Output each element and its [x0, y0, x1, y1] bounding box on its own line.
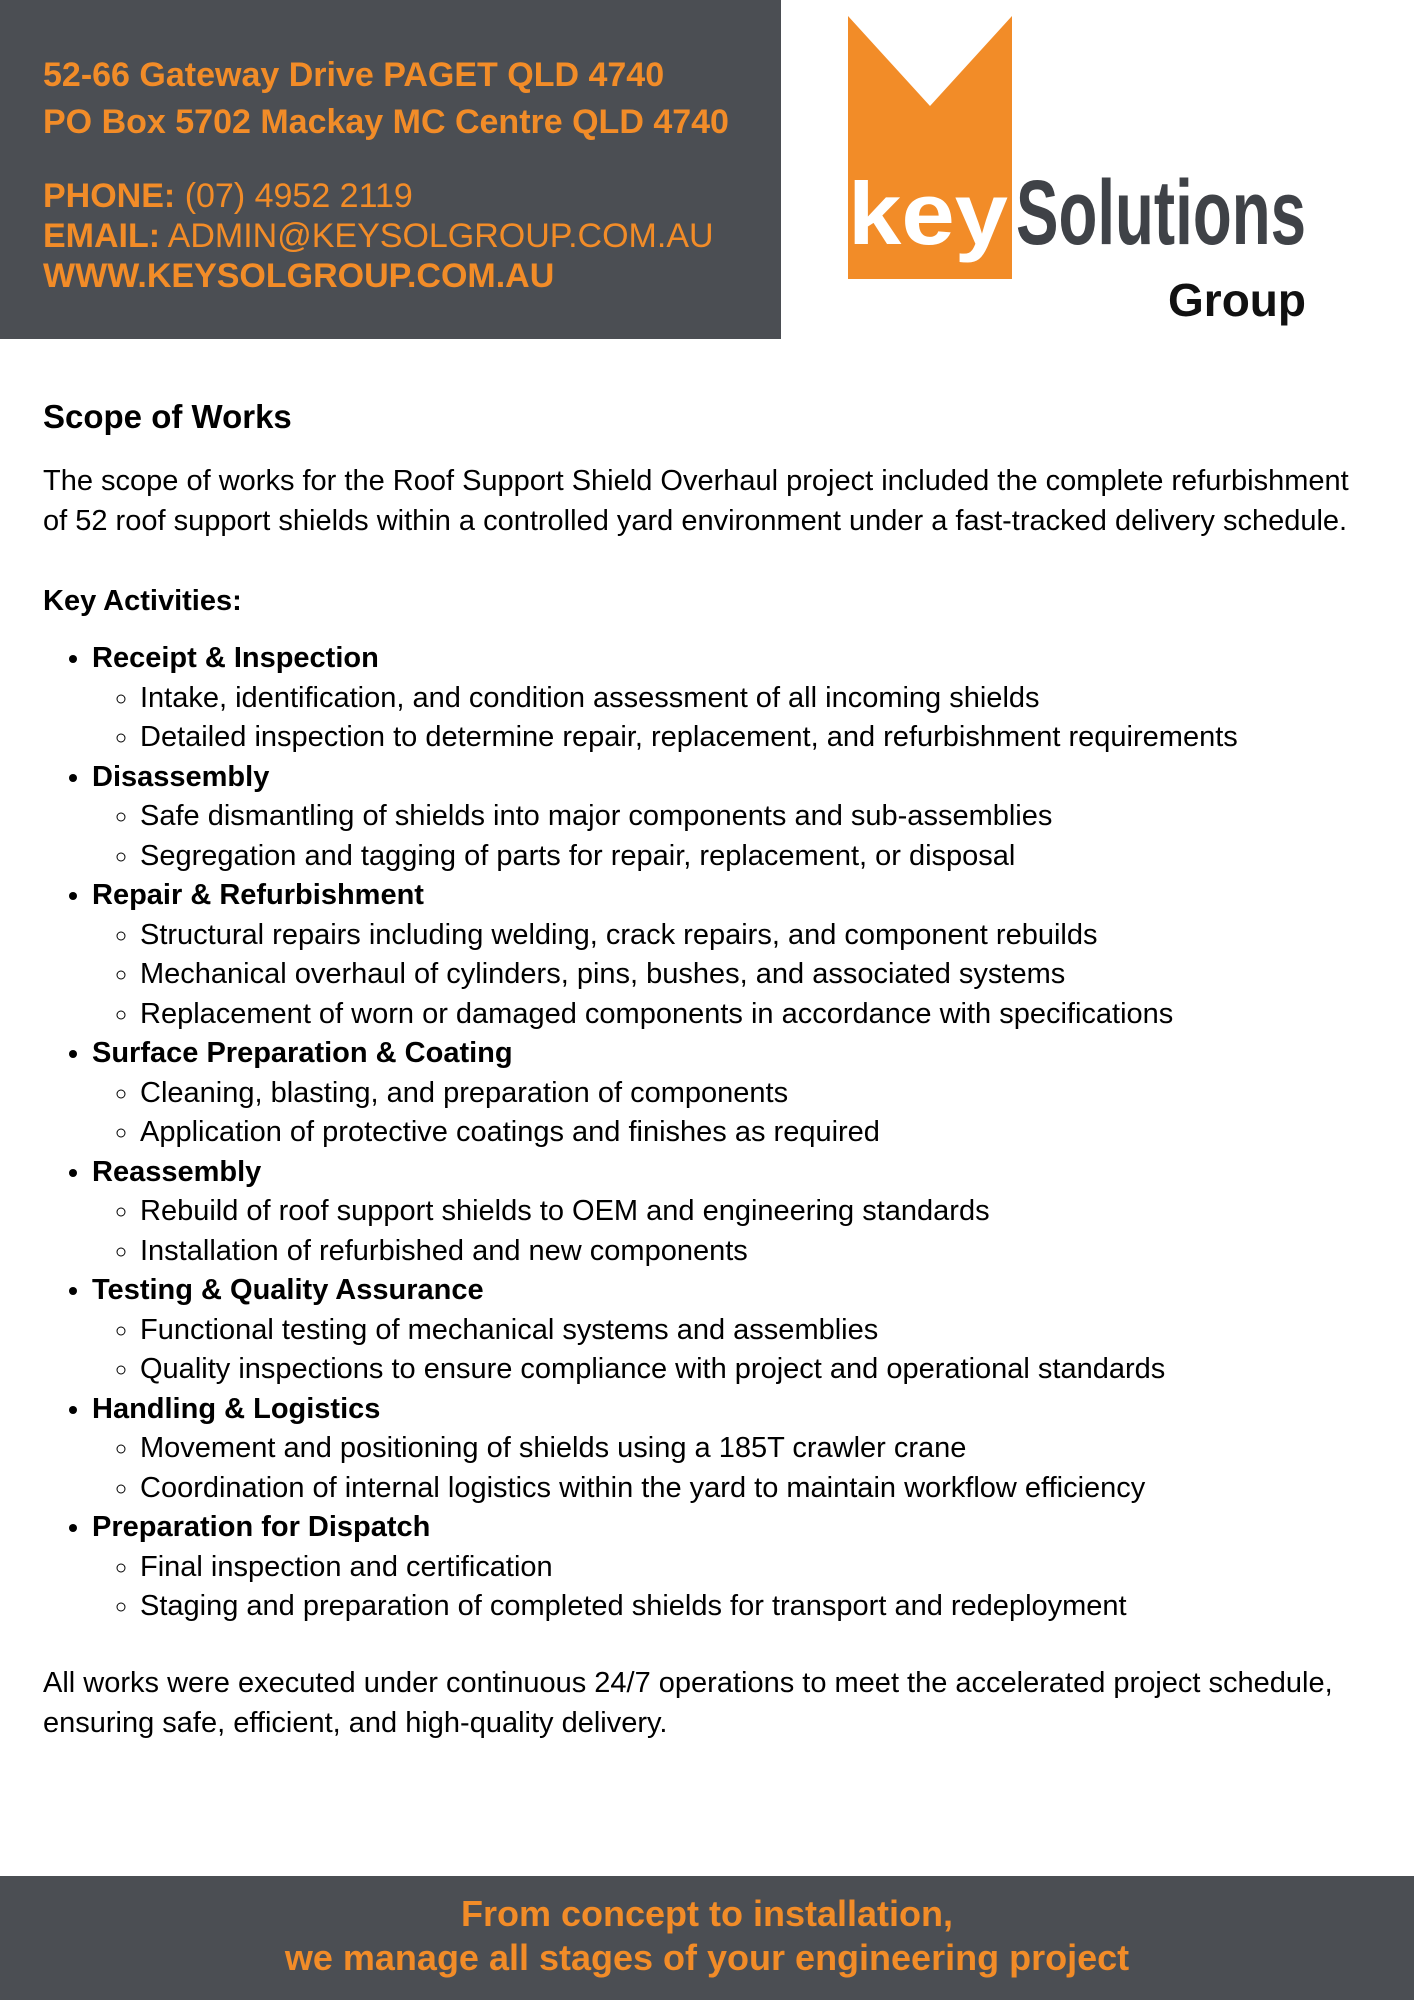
- tagline-line-1: From concept to installation,: [460, 1893, 954, 1934]
- list-item: ◦ Application of protective coatings and finishes as required: [140, 1113, 1373, 1153]
- activity-title: Preparation for Dispatch: [92, 1511, 431, 1543]
- email-label: EMAIL:: [43, 217, 161, 255]
- list-item: ◦ Movement and positioning of shields using a 185T crawler crane: [140, 1429, 1373, 1469]
- phone-row: [43, 176, 781, 216]
- intro-paragraph: The scope of works for the Roof Support Shield Overhaul project included the complete refurbishment of 52 roof support shields within a controlled yard environment under a fast-tracked delivery schedule.: [43, 465, 1349, 537]
- address-line-1: 52-66 Gateway Drive PAGET QLD 4740: [43, 56, 665, 94]
- activity-title: Receipt & Inspection: [92, 642, 379, 674]
- logo-word-group: Group: [1168, 274, 1306, 326]
- section-title: Scope of Works: [43, 398, 292, 435]
- list-item: ◦ Replacement of worn or damaged components in accordance with specifications: [140, 995, 1373, 1035]
- email-value[interactable]: ADMIN@KEYSOLGROUP.COM.AU: [167, 217, 714, 255]
- contact-details: [43, 176, 781, 296]
- email-row: [43, 216, 781, 256]
- list-item: ◦ Safe dismantling of shields into major components and sub-assemblies: [140, 797, 1373, 837]
- logo-word-solutions: Solutions: [1016, 162, 1306, 264]
- list-item: ◦ Mechanical overhaul of cylinders, pins, bushes, and associated systems: [140, 955, 1373, 995]
- contact-header: [0, 0, 781, 339]
- activity-item: [92, 1508, 1373, 1627]
- phone-value[interactable]: (07) 4952 2119: [184, 177, 413, 215]
- activity-title: Testing & Quality Assurance: [92, 1274, 484, 1306]
- activity-item: [92, 1153, 1373, 1272]
- activity-title: Surface Preparation & Coating: [92, 1037, 513, 1069]
- list-item: ◦ Structural repairs including welding, crack repairs, and component rebuilds: [140, 916, 1373, 956]
- activity-sublist: [92, 1548, 1373, 1627]
- logo-word-key: key: [848, 164, 1009, 263]
- activity-title: Handling & Logistics: [92, 1392, 381, 1425]
- scope-of-works-section: [43, 395, 1373, 1743]
- list-item: ◦ Intake, identification, and condition assessment of all incoming shields: [140, 679, 1373, 719]
- activity-sublist: [92, 679, 1373, 758]
- activity-item: [92, 876, 1373, 1034]
- list-item: ◦ Detailed inspection to determine repair, replacement, and refurbishment requirements: [140, 718, 1373, 758]
- activity-item: [92, 758, 1373, 877]
- phone-label: PHONE:: [43, 177, 176, 215]
- activity-item: [92, 639, 1373, 758]
- address-line-2: PO Box 5702 Mackay MC Centre QLD 4740: [43, 103, 729, 141]
- list-item: ◦ Functional testing of mechanical systems and assemblies: [140, 1311, 1373, 1351]
- website-link[interactable]: WWW.KEYSOLGROUP.COM.AU: [43, 257, 555, 295]
- activity-item: [92, 1271, 1373, 1390]
- key-activities-heading: Key Activities:: [43, 585, 242, 617]
- activity-sublist: [92, 916, 1373, 1035]
- tagline-line-2: we manage all stages of your engineering project: [284, 1937, 1130, 1978]
- activity-title: Reassembly: [92, 1155, 262, 1188]
- activity-sublist: [92, 1074, 1373, 1153]
- activity-sublist: [92, 1429, 1373, 1508]
- activity-sublist: [92, 1311, 1373, 1390]
- tagline-footer: [0, 1876, 1414, 2000]
- list-item: ◦ Coordination of internal logistics within the yard to maintain workflow efficiency: [140, 1469, 1373, 1509]
- activity-sublist: [92, 797, 1373, 876]
- list-item: ◦ Installation of refurbished and new components: [140, 1232, 1373, 1272]
- closing-paragraph: All works were executed under continuous 24/7 operations to meet the accelerated project schedule, ensuring safe, efficient, and high-quality delivery.: [43, 1666, 1333, 1739]
- activity-title: Repair & Refurbishment: [92, 879, 424, 911]
- list-item: ◦ Staging and preparation of completed shields for transport and redeployment: [140, 1587, 1373, 1627]
- list-item: ◦ Rebuild of roof support shields to OEM and engineering standards: [140, 1192, 1373, 1232]
- key-solutions-logo: [840, 14, 1310, 334]
- list-item: ◦ Cleaning, blasting, and preparation of components: [140, 1074, 1373, 1114]
- list-item: ◦ Quality inspections to ensure compliance with project and operational standards: [140, 1350, 1373, 1390]
- list-item: ◦ Final inspection and certification: [140, 1548, 1373, 1588]
- activity-sublist: [92, 1192, 1373, 1271]
- activities-list: [43, 639, 1373, 1627]
- activity-item: [92, 1034, 1373, 1153]
- list-item: ◦ Segregation and tagging of parts for repair, replacement, or disposal: [140, 837, 1373, 877]
- activity-item: [92, 1390, 1373, 1509]
- activity-title: Disassembly: [92, 760, 270, 793]
